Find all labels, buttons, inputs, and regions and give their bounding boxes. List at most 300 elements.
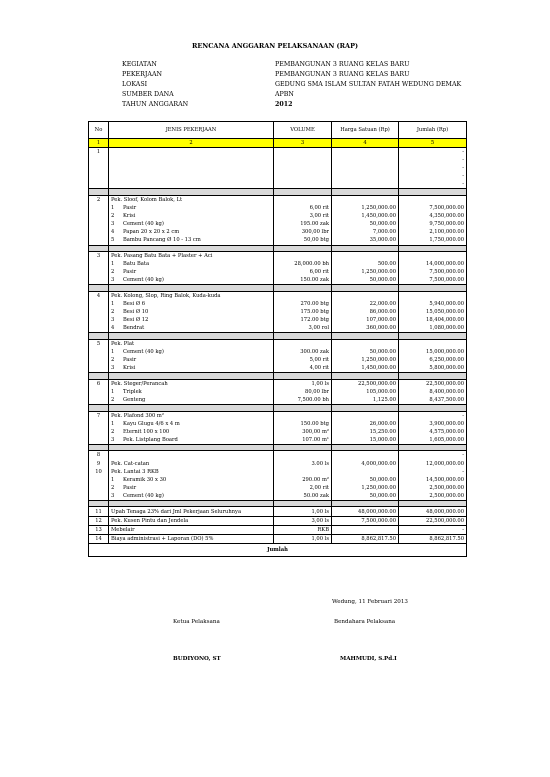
cell-jenis-pekerjaan xyxy=(109,212,274,220)
item-name: Pasir xyxy=(123,269,137,276)
cell-harga-satuan xyxy=(332,252,399,261)
cell-no xyxy=(89,428,109,436)
sub-item-number: 1 xyxy=(111,388,115,395)
cell-jenis-pekerjaan: Biaya administrasi + Laporan (DO) 5% xyxy=(109,534,274,543)
cell-jenis-pekerjaan: Pek. Pasang Batu Bata + Plaster + Aci xyxy=(109,252,274,261)
sub-item-number: 1 xyxy=(111,349,115,356)
table-row-group xyxy=(89,451,467,460)
table-row-item xyxy=(89,172,467,180)
table-row-item xyxy=(89,308,467,316)
column-index: 4 xyxy=(332,139,399,148)
table-row-item xyxy=(89,260,467,268)
table-row-group xyxy=(89,507,467,516)
sub-item-number: 2 xyxy=(111,269,115,276)
table-row-group xyxy=(89,252,467,261)
cell-harga-satuan xyxy=(332,195,399,204)
table-row-group xyxy=(89,516,467,525)
cell-jumlah: 5,800,000.00 xyxy=(399,364,467,373)
cell-volume xyxy=(274,411,332,420)
meta-value: GEDUNG SMA ISLAM SULTAN FATAH WEDUNG DEMAK xyxy=(275,81,462,88)
cell-harga-satuan xyxy=(332,172,399,180)
item-name: Cement (40 kg) xyxy=(123,221,164,228)
cell-jumlah: 15,000,000.00 xyxy=(399,348,467,356)
table-row-item xyxy=(89,484,467,492)
table-row-item xyxy=(89,356,467,364)
cell-no: 5 xyxy=(89,339,109,348)
item-name: Kayu Glugu 4/6 x 4 m xyxy=(123,420,180,427)
item-name: Pasir xyxy=(123,205,137,212)
cell-harga-satuan xyxy=(332,525,399,534)
cell-jenis-pekerjaan xyxy=(109,260,274,268)
table-row-item xyxy=(89,180,467,189)
cell-jumlah: 15,050,000.00 xyxy=(399,308,467,316)
cell-volume: 290.00 m² xyxy=(274,476,332,484)
sub-item-number: 2 xyxy=(111,428,115,435)
table-row-item xyxy=(89,228,467,236)
cell-jumlah: - xyxy=(399,164,467,172)
item-name: Genteng xyxy=(123,396,146,403)
cell-jumlah: 12,000,000.00 xyxy=(399,460,467,468)
sub-item-number: 3 xyxy=(111,492,115,499)
meta-label: SUMBER DANA xyxy=(122,91,174,98)
cell-harga-satuan: 107,000.00 xyxy=(332,316,399,324)
sub-item-number: 3 xyxy=(111,277,115,284)
table-row-item xyxy=(89,164,467,172)
table-row-item xyxy=(89,236,467,245)
item-name: Bambu Pancang Ø 10 - 13 cm xyxy=(123,237,201,244)
sub-item-number: 1 xyxy=(111,261,115,268)
cell-volume: 7,500.00 bh xyxy=(274,396,332,405)
cell-jenis-pekerjaan: Pek. Kusen Pintu dan Jendela xyxy=(109,516,274,525)
cell-harga-satuan: 15,250.00 xyxy=(332,428,399,436)
cell-volume: 28,000.00 bh xyxy=(274,260,332,268)
cell-harga-satuan xyxy=(332,451,399,460)
cell-jenis-pekerjaan xyxy=(109,356,274,364)
cell-jenis-pekerjaan: Pek. Plafond 300 m² xyxy=(109,411,274,420)
sub-item-number: 3 xyxy=(111,317,115,324)
cell-no xyxy=(89,420,109,428)
cell-jumlah: 4,350,000.00 xyxy=(399,212,467,220)
cell-harga-satuan: 1,250,000.00 xyxy=(332,484,399,492)
cell-harga-satuan: 8,862,817.50 xyxy=(332,534,399,543)
header-volume: VOLUME xyxy=(274,122,332,139)
table-row-item xyxy=(89,492,467,501)
item-name: Papan 20 x 20 x 2 cm xyxy=(123,229,180,236)
cell-no: 13 xyxy=(89,525,109,534)
table-row-group xyxy=(89,534,467,543)
cell-jenis-pekerjaan xyxy=(109,436,274,445)
cell-jumlah: 6,250,000.00 xyxy=(399,356,467,364)
table-header-row xyxy=(89,122,467,139)
cell-harga-satuan: 4,000,000.00 xyxy=(332,460,399,468)
cell-no xyxy=(89,396,109,405)
cell-volume: 150.00 btg xyxy=(274,420,332,428)
column-index-row xyxy=(89,139,467,148)
cell-jenis-pekerjaan xyxy=(109,204,274,212)
table-row-group xyxy=(89,411,467,420)
total-label: Jumlah xyxy=(89,543,467,556)
cell-jumlah: 9,750,000.00 xyxy=(399,220,467,228)
column-index: 5 xyxy=(399,139,467,148)
item-name: Keramik 30 x 30 xyxy=(123,476,167,483)
cell-jumlah: 8,400,000.00 xyxy=(399,388,467,396)
cell-jenis-pekerjaan: Pek. Kolong, Slop, Ring Balok, Kuda-kuda xyxy=(109,291,274,300)
cell-volume xyxy=(274,180,332,189)
cell-volume xyxy=(274,451,332,460)
cell-harga-satuan: 26,000.00 xyxy=(332,420,399,428)
cell-jenis-pekerjaan xyxy=(109,268,274,276)
cell-volume: 107.00 m¹ xyxy=(274,436,332,445)
cell-no: 14 xyxy=(89,534,109,543)
cell-no xyxy=(89,348,109,356)
cell-jumlah xyxy=(399,339,467,348)
cell-jenis-pekerjaan: Pek. Plat xyxy=(109,339,274,348)
cell-harga-satuan: 1,250,000.00 xyxy=(332,268,399,276)
cell-jenis-pekerjaan: Pek. Lantai 3 RKB xyxy=(109,468,274,476)
cell-jenis-pekerjaan xyxy=(109,428,274,436)
cell-jumlah: 7,500,000.00 xyxy=(399,276,467,285)
cell-volume: 3.00 ls xyxy=(274,460,332,468)
table-row-item xyxy=(89,476,467,484)
meta-value: APBN xyxy=(275,91,294,98)
cell-volume: 50.00 zak xyxy=(274,492,332,501)
cell-no xyxy=(89,300,109,308)
item-name: Cement (40 kg) xyxy=(123,277,164,284)
cell-no: 7 xyxy=(89,411,109,420)
cell-volume: 1,00 ls xyxy=(274,507,332,516)
sub-item-number: 4 xyxy=(111,325,115,332)
cell-no xyxy=(89,484,109,492)
meta-label: TAHUN ANGGARAN xyxy=(122,101,189,108)
cell-jumlah: 1,080,000.00 xyxy=(399,324,467,333)
table-row-item xyxy=(89,156,467,164)
item-name: Eternit 100 x 100 xyxy=(123,428,170,435)
cell-harga-satuan: 360,000.00 xyxy=(332,324,399,333)
table-row-item xyxy=(89,436,467,445)
table-row-item xyxy=(89,364,467,373)
cell-no: 2 xyxy=(89,195,109,204)
cell-jenis-pekerjaan xyxy=(109,451,274,460)
table-row-item xyxy=(89,316,467,324)
sub-item-number: 2 xyxy=(111,484,115,491)
table-row-group xyxy=(89,339,467,348)
sub-item-number: 1 xyxy=(111,476,115,483)
cell-jumlah: 14,000,000.00 xyxy=(399,260,467,268)
item-name: Besi Ø 10 xyxy=(123,309,149,316)
cell-harga-satuan: 22,000.00 xyxy=(332,300,399,308)
cell-jumlah: 4,575,000.00 xyxy=(399,428,467,436)
item-name: Pasir xyxy=(123,484,137,491)
cell-no xyxy=(89,228,109,236)
table-body xyxy=(89,148,467,544)
sub-item-number: 3 xyxy=(111,436,115,443)
cell-jenis-pekerjaan: Pek. Cat-catan xyxy=(109,460,274,468)
cell-jumlah: 22,500,000.00 xyxy=(399,379,467,388)
signature-left-name: BUDIYONO, ST xyxy=(173,656,221,662)
table-row-item xyxy=(89,324,467,333)
column-index: 3 xyxy=(274,139,332,148)
cell-jumlah: - xyxy=(399,172,467,180)
item-name: Bendrat xyxy=(123,325,145,332)
cell-jenis-pekerjaan xyxy=(109,164,274,172)
cell-volume xyxy=(274,195,332,204)
cell-no xyxy=(89,356,109,364)
cell-no: 4 xyxy=(89,291,109,300)
sub-item-number: 1 xyxy=(111,205,115,212)
cell-jenis-pekerjaan xyxy=(109,172,274,180)
cell-harga-satuan: 500.00 xyxy=(332,260,399,268)
cell-jenis-pekerjaan: Pek. Steger/Perancah xyxy=(109,379,274,388)
item-name: Pasir xyxy=(123,357,137,364)
cell-volume: 80,00 lbr xyxy=(274,388,332,396)
cell-jenis-pekerjaan: Upah Tenaga 23% dari Jml Pekerjaan Seluruhnya xyxy=(109,507,274,516)
cell-no xyxy=(89,236,109,245)
cell-harga-satuan xyxy=(332,148,399,157)
cell-harga-satuan: 15,000.00 xyxy=(332,436,399,445)
cell-no: 9 xyxy=(89,460,109,468)
cell-jumlah: 2,500,000.00 xyxy=(399,484,467,492)
column-index: 1 xyxy=(89,139,109,148)
item-name: Triplek xyxy=(123,388,142,395)
cell-jenis-pekerjaan xyxy=(109,180,274,189)
cell-volume: 3,00 rit xyxy=(274,212,332,220)
header-jumlah: Jumlah (Rp) xyxy=(399,122,467,139)
cell-harga-satuan: 1,125.00 xyxy=(332,396,399,405)
cell-no xyxy=(89,164,109,172)
table-row-group xyxy=(89,460,467,468)
cell-volume: 4,00 rit xyxy=(274,364,332,373)
signature-left-role: Ketua Pelaksana xyxy=(173,619,220,625)
table-row-item xyxy=(89,204,467,212)
cell-harga-satuan xyxy=(332,411,399,420)
meta-value: PEMBANGUNAN 3 RUANG KELAS BARU xyxy=(275,61,410,68)
cell-volume: 2,00 rit xyxy=(274,484,332,492)
cell-volume: 150.00 zak xyxy=(274,276,332,285)
cell-harga-satuan xyxy=(332,468,399,476)
cell-harga-satuan: 86,000.00 xyxy=(332,308,399,316)
sub-item-number: 2 xyxy=(111,309,115,316)
cell-jenis-pekerjaan xyxy=(109,276,274,285)
cell-volume: 172.00 btg xyxy=(274,316,332,324)
cell-jumlah xyxy=(399,252,467,261)
cell-jenis-pekerjaan xyxy=(109,308,274,316)
cell-no xyxy=(89,436,109,445)
cell-jumlah: 14,500,000.00 xyxy=(399,476,467,484)
cell-jumlah: - xyxy=(399,156,467,164)
cell-no xyxy=(89,476,109,484)
cell-jenis-pekerjaan xyxy=(109,492,274,501)
cell-volume xyxy=(274,252,332,261)
meta-value: 2012 xyxy=(275,101,293,108)
sub-item-number: 4 xyxy=(111,229,115,236)
cell-no xyxy=(89,260,109,268)
cell-jenis-pekerjaan: Pek. Sloof, Kolom Balok, Lt xyxy=(109,195,274,204)
signature-right-name: MAHMUDI, S.Pd.I xyxy=(340,656,397,662)
cell-jumlah: 7,500,000.00 xyxy=(399,204,467,212)
cell-jenis-pekerjaan: Mebelair xyxy=(109,525,274,534)
header-jenis-pekerjaan: JENIS PEKERJAAN xyxy=(109,122,274,139)
cell-no xyxy=(89,316,109,324)
cell-volume: 50,00 btg xyxy=(274,236,332,245)
cell-no xyxy=(89,364,109,373)
cell-harga-satuan: 50,000.00 xyxy=(332,276,399,285)
table-row-group xyxy=(89,525,467,534)
cell-no xyxy=(89,172,109,180)
table-row-item xyxy=(89,428,467,436)
cell-jenis-pekerjaan xyxy=(109,300,274,308)
cell-jenis-pekerjaan xyxy=(109,156,274,164)
rap-table xyxy=(88,121,467,557)
cell-no xyxy=(89,156,109,164)
cell-jumlah: 2,100,000.00 xyxy=(399,228,467,236)
cell-no xyxy=(89,180,109,189)
cell-harga-satuan: 7,000.00 xyxy=(332,228,399,236)
table-row-item xyxy=(89,220,467,228)
cell-volume: 6,00 rit xyxy=(274,268,332,276)
cell-harga-satuan: 1,450,000.00 xyxy=(332,364,399,373)
cell-volume: 195.00 zak xyxy=(274,220,332,228)
cell-harga-satuan: 50,000.00 xyxy=(332,476,399,484)
cell-jumlah: 48,000,000.00 xyxy=(399,507,467,516)
cell-no: 6 xyxy=(89,379,109,388)
cell-harga-satuan: 1,250,000.00 xyxy=(332,356,399,364)
table-row-item xyxy=(89,388,467,396)
cell-harga-satuan: 48,000,000.00 xyxy=(332,507,399,516)
cell-volume xyxy=(274,291,332,300)
cell-harga-satuan xyxy=(332,291,399,300)
cell-harga-satuan: 22,500,000.00 xyxy=(332,379,399,388)
cell-jumlah: - xyxy=(399,525,467,534)
cell-jumlah: 22,500,000.00 xyxy=(399,516,467,525)
cell-jenis-pekerjaan xyxy=(109,484,274,492)
cell-jumlah xyxy=(399,291,467,300)
cell-jumlah: 5,940,000.00 xyxy=(399,300,467,308)
cell-jenis-pekerjaan xyxy=(109,316,274,324)
item-name: Cement (40 kg) xyxy=(123,349,164,356)
header-harga-satuan: Harga Satuan (Rp) xyxy=(332,122,399,139)
cell-jumlah: - xyxy=(399,468,467,476)
cell-volume: 3,00 rol xyxy=(274,324,332,333)
document-title: RENCANA ANGGARAN PELAKSANAAN (RAP) xyxy=(191,42,359,50)
cell-no xyxy=(89,276,109,285)
cell-volume xyxy=(274,156,332,164)
cell-jumlah: 18,404,000.00 xyxy=(399,316,467,324)
cell-jumlah: - xyxy=(399,180,467,189)
item-name: Krisi xyxy=(123,213,136,220)
signature-date: Wedung, 11 Februari 2013 xyxy=(332,599,408,605)
cell-jenis-pekerjaan xyxy=(109,228,274,236)
cell-volume: 175.00 btg xyxy=(274,308,332,316)
cell-no xyxy=(89,212,109,220)
cell-jumlah: 1,605,000.00 xyxy=(399,436,467,445)
sub-item-number: 2 xyxy=(111,357,115,364)
cell-jenis-pekerjaan xyxy=(109,476,274,484)
sub-item-number: 3 xyxy=(111,365,115,372)
item-name: Pek. Listplang Board xyxy=(123,436,178,443)
cell-no xyxy=(89,492,109,501)
meta-label: PEKERJAAN xyxy=(122,71,163,78)
table-row-group xyxy=(89,379,467,388)
item-name: Batu Bata xyxy=(123,261,150,268)
item-name: Cement (40 kg) xyxy=(123,492,164,499)
cell-no: 12 xyxy=(89,516,109,525)
cell-volume xyxy=(274,339,332,348)
rap-table-container xyxy=(88,121,466,557)
cell-volume: 3,00 ls xyxy=(274,516,332,525)
table-row-group xyxy=(89,148,467,157)
cell-volume xyxy=(274,172,332,180)
table-row-group xyxy=(89,195,467,204)
cell-jenis-pekerjaan xyxy=(109,364,274,373)
cell-volume: 5,00 rit xyxy=(274,356,332,364)
cell-volume xyxy=(274,468,332,476)
cell-jumlah: 2,500,000.00 xyxy=(399,492,467,501)
cell-jumlah: 8,437,500.00 xyxy=(399,396,467,405)
cell-harga-satuan: 1,450,000.00 xyxy=(332,212,399,220)
cell-no xyxy=(89,204,109,212)
cell-no: 11 xyxy=(89,507,109,516)
total-row xyxy=(89,543,467,556)
table-row-item xyxy=(89,276,467,285)
cell-no: 3 xyxy=(89,252,109,261)
item-name: Besi Ø 12 xyxy=(123,317,149,324)
cell-no: 10 xyxy=(89,468,109,476)
cell-jenis-pekerjaan xyxy=(109,220,274,228)
cell-harga-satuan: 105,000.00 xyxy=(332,388,399,396)
cell-jumlah: 7,500,000.00 xyxy=(399,268,467,276)
cell-harga-satuan: 1,250,000.00 xyxy=(332,204,399,212)
item-name: Besi Ø 6 xyxy=(123,301,146,308)
cell-jumlah: - xyxy=(399,148,467,157)
meta-label: LOKASI xyxy=(122,81,148,88)
cell-harga-satuan: 50,000.00 xyxy=(332,348,399,356)
cell-jumlah: 1,750,000.00 xyxy=(399,236,467,245)
cell-jenis-pekerjaan xyxy=(109,396,274,405)
cell-harga-satuan: 7,500,000.00 xyxy=(332,516,399,525)
cell-volume: 1,00 ls xyxy=(274,534,332,543)
cell-no xyxy=(89,388,109,396)
meta-value: PEMBANGUNAN 3 RUANG KELAS BARU xyxy=(275,71,410,78)
meta-label: KEGIATAN xyxy=(122,61,157,68)
cell-harga-satuan xyxy=(332,339,399,348)
column-index: 2 xyxy=(109,139,274,148)
table-row-group xyxy=(89,468,467,476)
cell-harga-satuan xyxy=(332,180,399,189)
cell-volume xyxy=(274,164,332,172)
table-row-item xyxy=(89,300,467,308)
cell-no xyxy=(89,220,109,228)
table-row-item xyxy=(89,268,467,276)
cell-volume: 300,00 lbr xyxy=(274,228,332,236)
cell-volume: 270.00 btg xyxy=(274,300,332,308)
cell-harga-satuan: 50,000.00 xyxy=(332,492,399,501)
header-no: No xyxy=(89,122,109,139)
cell-jenis-pekerjaan xyxy=(109,388,274,396)
cell-harga-satuan: 35,000.00 xyxy=(332,236,399,245)
sub-item-number: 2 xyxy=(111,213,115,220)
cell-volume: 300,00 m² xyxy=(274,428,332,436)
cell-jenis-pekerjaan xyxy=(109,348,274,356)
cell-jenis-pekerjaan xyxy=(109,148,274,157)
cell-jumlah: 8,862,817.50 xyxy=(399,534,467,543)
sub-item-number: 3 xyxy=(111,221,115,228)
item-name: Krisi xyxy=(123,365,136,372)
cell-jenis-pekerjaan xyxy=(109,420,274,428)
table-row-item xyxy=(89,396,467,405)
cell-no xyxy=(89,268,109,276)
sub-item-number: 2 xyxy=(111,396,115,403)
table-row-group xyxy=(89,291,467,300)
